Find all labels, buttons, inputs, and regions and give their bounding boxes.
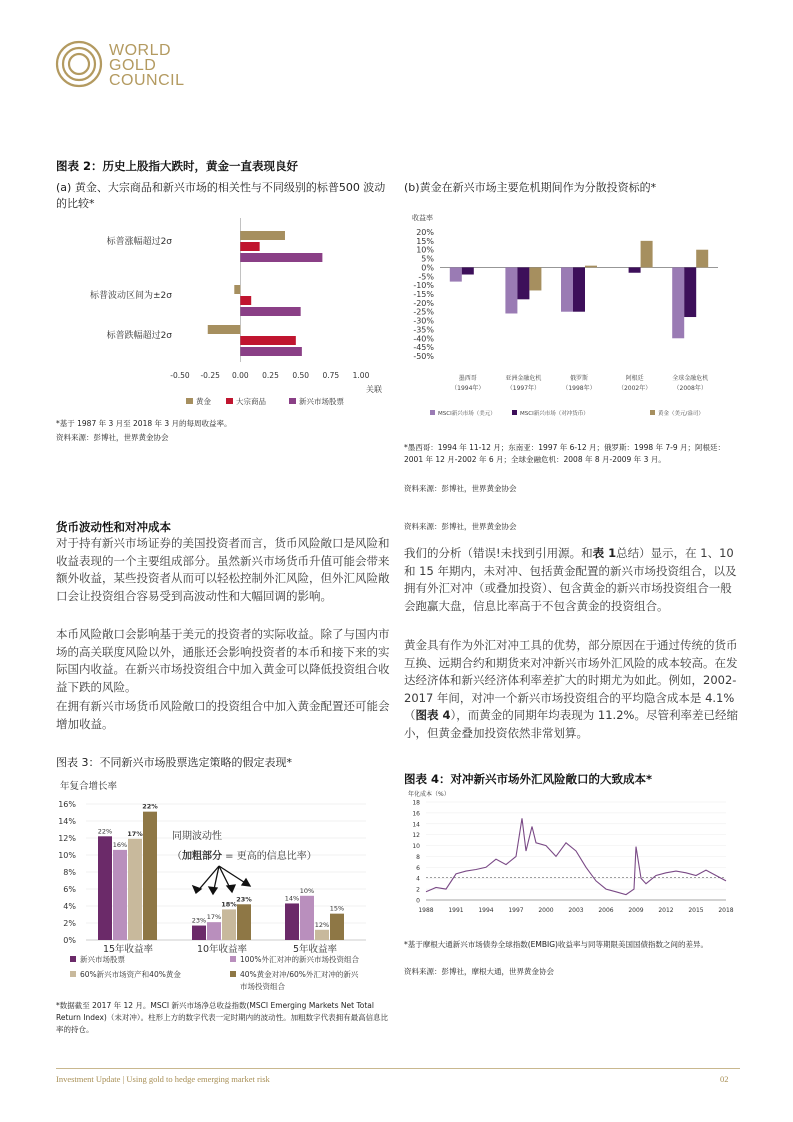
fig2b-group-label: 墨西哥 xyxy=(458,375,477,382)
section-heading: 货币波动性和对冲成本 xyxy=(56,520,171,534)
fig3-volatility-label: 12% xyxy=(314,920,330,929)
right-p2-text-c: ），而黄金的同期年均表现为 11.2%。尽管利率差已经缩小，但黄金叠加投资依然非常划算。 xyxy=(404,708,738,740)
fig2b-bar xyxy=(629,267,641,272)
fig3-bar xyxy=(143,812,157,940)
fig4-y-tick: 0 xyxy=(416,897,420,905)
fig3-y-tick: 10% xyxy=(58,851,76,860)
fig3-y-tick: 8% xyxy=(63,868,76,877)
fig2a-category-label: 标普波动区间为±2σ xyxy=(90,291,172,301)
fig4-chart xyxy=(404,788,740,920)
fig2a-category-label: 标普涨幅超过2σ xyxy=(106,237,172,247)
right-p1-text-c: 总结）显示，在 1、10 和 15 年期内，未对冲、包括黄金配置的新兴市场投资组合，以及拥有外汇对冲（或叠加投资）、包含黄金的新兴市场投资组合一般会跑赢大盘，信息比率高于不包含黄金的投资组合。 xyxy=(404,546,737,613)
fig2a-bar xyxy=(240,307,300,316)
fig3-annotation-info-ratio: （加粗部分 = 更高的信息比率） xyxy=(172,851,317,862)
fig2b-bar xyxy=(684,267,696,317)
fig2a-note: *基于 1987 年 3 月至 2018 年 3 月的每周收益率。 xyxy=(56,419,232,428)
fig2b-group-label: 亚洲金融危机 xyxy=(505,375,542,382)
fig3-volatility-label: 15% xyxy=(329,904,345,913)
fig3-y-tick: 4% xyxy=(63,902,76,911)
fig4-y-tick: 8 xyxy=(416,853,420,861)
legend-swatch-em xyxy=(289,398,296,404)
legend-gold-fx-hedged-cont: 市场投资组合 xyxy=(240,982,285,991)
fig2a-legend xyxy=(186,396,344,406)
fig2a-source: 资料来源：彭博社，世界黄金协会 xyxy=(56,433,169,442)
fig2b-y-tick: -50% xyxy=(413,352,434,361)
fig2a-bar xyxy=(208,325,241,334)
fig4-source: 资料来源：彭博社，摩根大通，世界黄金协会 xyxy=(404,967,554,976)
fig3-bar xyxy=(113,850,127,940)
logo-line-1: WORLD xyxy=(109,42,172,59)
fig3-ylabel: 年复合增长率 xyxy=(60,781,118,792)
fig2a-subtitle: (a) 黄金、大宗商品和新兴市场的相关性与不同级别的标普500 波动的比较* xyxy=(56,181,386,210)
fig2a-bar xyxy=(240,347,302,356)
fig2a-x-tick: 0.75 xyxy=(322,371,340,380)
fig2a-x-tick: 0.00 xyxy=(231,371,249,380)
fig2b-y-tick: -45% xyxy=(413,343,434,353)
legend-swatch-em-equities xyxy=(70,956,76,962)
footer-title: Investment Update | Using gold to hedge emerging market risk xyxy=(56,1074,270,1084)
fig2b-bar xyxy=(517,267,529,299)
fig2b-y-tick: -20% xyxy=(413,298,434,308)
fig4-y-tick: 18 xyxy=(412,799,420,807)
fig2a-bar xyxy=(234,285,240,294)
fig4-y-tick: 6 xyxy=(416,864,420,872)
fig3-volatility-label: 10% xyxy=(299,886,315,895)
fig3-bar xyxy=(207,922,221,940)
fig3-volatility-label: 23% xyxy=(191,916,207,925)
fig2b-bar xyxy=(672,267,684,338)
fig3-chart xyxy=(56,796,392,996)
fig3-y-tick: 14% xyxy=(58,817,76,826)
fig3-volatility-label: 18% xyxy=(221,900,237,909)
fig4-note: *基于摩根大通新兴市场债券全球指数(EMBIG)收益率与同等期限美国国债指数之间的差异。 xyxy=(404,940,708,949)
fig2a-x-tick: 1.00 xyxy=(352,371,370,380)
fig2a-x-tick: 0.25 xyxy=(262,371,279,380)
fig4-ref[interactable]: 图表 4 xyxy=(415,708,451,722)
fig2a-bar xyxy=(240,253,322,262)
legend-fx-hedged: 100%外汇对冲的新兴市场投资组合 xyxy=(240,955,359,964)
fig2b-group-year: （2008年） xyxy=(673,385,707,392)
fig2b-y-tick: -5% xyxy=(418,272,434,282)
fig2-title: 图表 2：历史上股指大跌时，黄金一直表现良好 xyxy=(56,159,299,173)
fig4-x-tick: 2012 xyxy=(658,907,674,914)
fig3-volatility-label: 23% xyxy=(236,895,252,904)
fig3-legend xyxy=(70,954,359,991)
fig2a-x-tick: -0.25 xyxy=(200,371,220,380)
legend-swatch-gold xyxy=(186,398,193,404)
fig3-volatility-label: 17% xyxy=(127,829,143,838)
legend-swatch-gold-usd xyxy=(650,410,655,415)
fig3-y-tick: 2% xyxy=(63,919,76,928)
section-paragraph-2: 本币风险敞口会影响基于美元的投资者的实际收益。除了与国内市场的高关联度风险以外，通胀还会影响投资者的本币和接下来的实际国内收益。在新兴市场投资组合中加入黄金可以降低投资组合收益下跌的风险。 xyxy=(56,627,390,694)
fig4-title: 图表 4：对冲新兴市场外汇风险敞口的大致成本* xyxy=(404,772,653,786)
fig2a-bar xyxy=(240,242,259,251)
legend-em-equities: 新兴市场股票 xyxy=(299,397,344,406)
fig3-bar xyxy=(128,839,142,940)
fig3-y-tick: 16% xyxy=(58,800,76,809)
fig2a-bar xyxy=(240,231,285,240)
fig3-category-label: 10年收益率 xyxy=(196,944,248,955)
fig2b-y-tick: 20% xyxy=(416,228,434,237)
fig2b-y-tick: 10% xyxy=(416,245,434,255)
fig2b-y-tick: 5% xyxy=(421,254,434,264)
legend-swatch-gold-fx-hedged xyxy=(230,971,236,977)
fig3-bar xyxy=(192,926,206,940)
footer-rule xyxy=(56,1068,740,1069)
fig3-volatility-label: 22% xyxy=(97,827,113,836)
fig2b-bar xyxy=(505,267,517,313)
fig4-y-tick: 12 xyxy=(412,832,420,840)
fig3-bar xyxy=(285,903,299,940)
fig2a-bar xyxy=(240,336,296,345)
fig2b-chart xyxy=(404,210,744,432)
fig2b-legend xyxy=(430,409,704,417)
legend-gold-fx-hedged: 40%黄金对冲/60%外汇对冲的新兴 xyxy=(240,970,359,979)
logo xyxy=(55,40,195,90)
right-p1-text-a: 我们的分析（错误!未找到引用源。和 xyxy=(404,546,593,560)
fig2b-bar xyxy=(561,267,573,311)
fig4-y-tick: 10 xyxy=(412,843,420,851)
fig3-bar xyxy=(315,930,329,940)
fig2b-group-year: （1997年） xyxy=(506,385,541,392)
fig3-volatility-label: 17% xyxy=(206,913,222,922)
legend-swatch-commodities xyxy=(226,398,233,404)
fig3-arrows xyxy=(193,866,250,894)
fig2b-bar xyxy=(462,267,474,274)
legend-swatch-msci-hedged xyxy=(512,410,517,415)
logo-line-3: COUNCIL xyxy=(109,72,185,89)
fig3-bar xyxy=(300,896,314,940)
fig4-x-tick: 1991 xyxy=(448,907,464,914)
fig4-x-tick: 2009 xyxy=(628,907,644,914)
legend-swatch-msci-usd xyxy=(430,410,435,415)
fig2b-group-year: （1994年） xyxy=(451,385,485,392)
fig2a-x-tick: 0.50 xyxy=(292,371,310,380)
fig2a-chart xyxy=(56,212,392,412)
fig4-x-tick: 2000 xyxy=(538,907,554,914)
fig2b-bar xyxy=(641,241,653,268)
fig3-volatility-label: 14% xyxy=(284,894,300,903)
fig4-y-tick: 14 xyxy=(412,821,420,829)
fig4-x-tick: 2018 xyxy=(718,907,734,914)
fig2a-category-label: 标普跌幅超过2σ xyxy=(106,331,172,341)
fig2a-bar xyxy=(240,296,251,305)
fig4-ylabel: 年化成本（%） xyxy=(408,791,450,798)
fig3-bar xyxy=(222,909,236,940)
fig4-x-tick: 2015 xyxy=(688,907,704,914)
fig4-x-tick: 1988 xyxy=(418,907,434,914)
fig2b-group-year: （2002年） xyxy=(617,385,652,392)
fig2b-bar xyxy=(696,250,708,268)
legend-swatch-fx-hedged xyxy=(230,956,236,962)
fig4-y-tick: 16 xyxy=(412,810,420,818)
fig4-x-tick: 1994 xyxy=(478,907,494,914)
legend-commodities: 大宗商品 xyxy=(236,397,266,406)
right-paragraph-1 xyxy=(404,545,738,615)
fig2b-source: 资料来源：彭博社，世界黄金协会 xyxy=(404,484,517,493)
fig3-annotation-volatility: 同期波动性 xyxy=(172,831,222,842)
fig2b-subtitle: (b)黄金在新兴市场主要危机期间作为分散投资标的* xyxy=(404,181,657,194)
fig3-volatility-label: 16% xyxy=(112,840,128,849)
fig4-x-tick: 2003 xyxy=(568,907,584,914)
fig2b-group-label: 阿根廷 xyxy=(625,375,644,382)
fig3-title: 图表 3：不同新兴市场股票选定策略的假定表现* xyxy=(56,756,292,769)
logo-line-2: GOLD xyxy=(109,57,157,74)
fig3-note: *数据截至 2017 年 12 月。MSCI 新兴市场净总收益指数(MSCI Emerging Markets Net Total Return Index)（未对冲）。柱形上方的数字代表一定时期内的波动性。加粗数字代表拥有最高信息比率的持仓。 xyxy=(56,1001,389,1034)
fig2b-bar xyxy=(450,267,462,281)
legend-gold: 黄金 xyxy=(196,397,211,406)
fig2b-y-tick: -40% xyxy=(413,334,434,344)
fig2b-y-tick: 15% xyxy=(416,236,434,246)
fig2b-y-tick: -15% xyxy=(413,290,434,299)
fig3-y-tick: 0% xyxy=(63,936,76,945)
fig4-y-tick: 2 xyxy=(416,886,420,894)
fig3-category-label: 5年收益率 xyxy=(292,944,338,955)
legend-swatch-em-gold xyxy=(70,971,76,977)
fig2a-xlabel: 关联 xyxy=(366,385,382,394)
right-p2-text-a: 黄金具有作为外汇对冲工具的优势，部分原因在于通过传统的货币互换、远期合约和期货来对冲新兴市场外汇风险的成本较高。在发达经济体和新兴经济体利率差扩大的时期尤为如此。例如，2002-2017 年间，对冲一个新兴市场投资组合的平均隐含成本是 4.1%（ xyxy=(404,638,738,722)
fig2b-note: *墨西哥：1994 年 11-12 月；东南亚：1997 年 6-12 月；俄罗斯：1998 年 7-9 月；阿根廷：2001 年 12 月-2002 年 6 月；全球金融危机：2008 年 8 月-2009 年 3 月。 xyxy=(404,443,726,464)
logo-rings-icon xyxy=(55,40,103,88)
fig3-volatility-label: 22% xyxy=(142,802,158,811)
fig4-x-tick: 1997 xyxy=(508,907,524,914)
legend-msci-usd: MSCI新兴市场（美元） xyxy=(438,411,496,417)
fig2b-y-tick: -30% xyxy=(413,316,434,326)
fig2b-bar xyxy=(585,266,597,268)
legend-msci-hedged: MSCI新兴市场（对冲货币） xyxy=(520,411,589,417)
section-paragraph-1: 对于持有新兴市场证券的美国投资者而言，货币风险敞口是风险和收益表现的一个主要组成部分。虽然新兴市场货币升值可能会带来额外收益，某些投资者从而可以轻松控制外汇风险，但外汇风险敞口会让投资组合容易受到高波动性和大幅回调的影响。 xyxy=(56,536,390,603)
table-1-ref[interactable]: 表 1 xyxy=(592,546,617,560)
fig2b-y-tick: -25% xyxy=(413,307,434,317)
legend-em-equities: 新兴市场股票 xyxy=(80,955,125,964)
fig2b-y-tick: 0% xyxy=(421,263,434,273)
fig2b-y-tick: -35% xyxy=(413,325,434,335)
fig2b-group-label: 全球金融危机 xyxy=(672,375,709,382)
fig3-bar xyxy=(330,914,344,940)
legend-em-gold: 60%新兴市场资产和40%黄金 xyxy=(80,970,181,979)
fig2b-group-label: 俄罗斯 xyxy=(569,375,589,382)
fig4-x-tick: 2006 xyxy=(598,907,614,914)
page-number: 02 xyxy=(720,1074,729,1084)
right-paragraph-2 xyxy=(404,637,738,742)
fig2b-ylabel: 收益率 xyxy=(412,214,433,222)
fig2b-bar xyxy=(573,267,585,311)
legend-gold-usd: 黄金（美元/盎司） xyxy=(658,411,704,417)
fig3-category-label: 15年收益率 xyxy=(102,944,154,955)
fig3-bar xyxy=(237,904,251,940)
fig2b-y-tick: -10% xyxy=(413,281,434,291)
fig4-y-tick: 4 xyxy=(416,875,420,883)
fig2a-x-tick: -0.50 xyxy=(170,371,190,380)
fig3-y-tick: 6% xyxy=(63,885,76,894)
section-paragraph-3: 在拥有新兴市场货币风险敞口的投资组合中加入黄金配置还可能会增加收益。 xyxy=(56,699,390,731)
fig2b-bar xyxy=(529,267,541,290)
fig2b-group-year: （1998年） xyxy=(562,385,596,392)
fig3-bar xyxy=(98,836,112,940)
right-source: 资料来源：彭博社，世界黄金协会 xyxy=(404,522,517,531)
fig3-y-tick: 12% xyxy=(58,834,76,843)
